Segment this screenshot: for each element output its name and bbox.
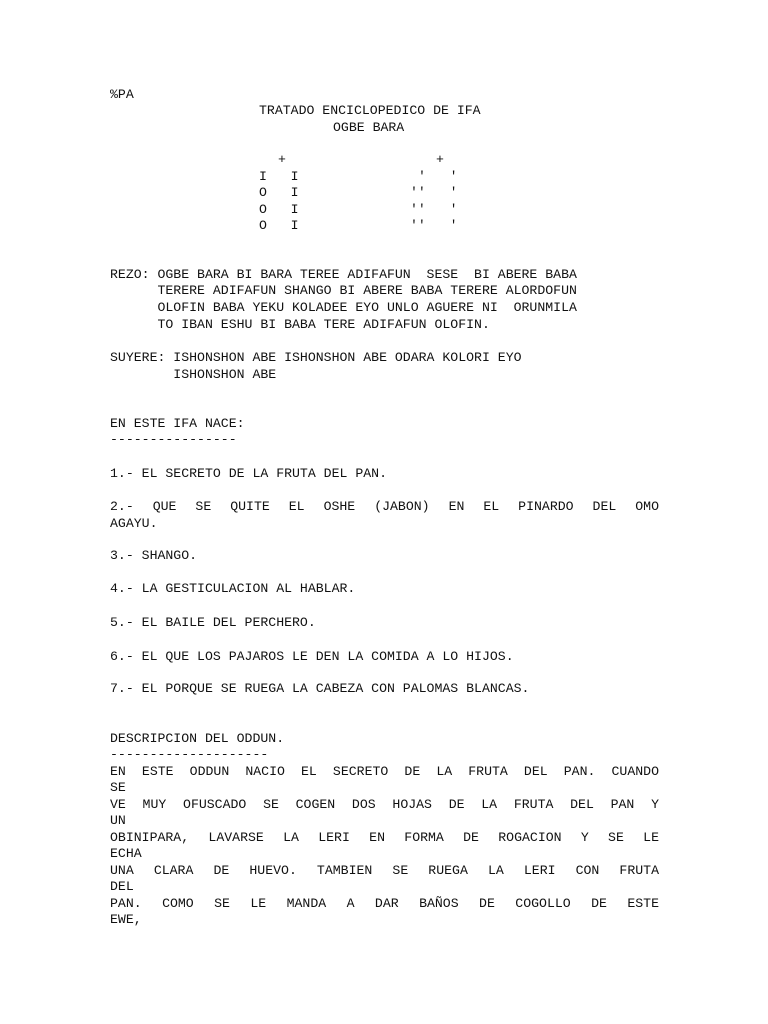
signature-plus-right: + (436, 152, 444, 167)
descripcion-underline: -------------------- (110, 747, 269, 762)
signature-row-right: ' ' (418, 169, 458, 184)
nace-underline: ---------------- (110, 432, 237, 447)
descripcion-line: PAN. COMO SE LE MANDA A DAR BAÑOS DE COGOLLO DE ESTE (110, 896, 659, 911)
nace-item: 7.- EL PORQUE SE RUEGA LA CABEZA CON PALOMAS BLANCAS. (110, 681, 530, 696)
descripcion-line: EWE, (110, 912, 142, 927)
document-title: TRATADO ENCICLOPEDICO DE IFA (259, 103, 481, 118)
signature-row-right: '' ' (410, 202, 458, 217)
descripcion-line: ECHA (110, 846, 142, 861)
nace-item: 3.- SHANGO. (110, 548, 198, 563)
descripcion-line: EN ESTE ODDUN NACIO EL SECRETO DE LA FRUTA DEL PAN. CUANDO (110, 764, 659, 779)
signature-row-left: O I (259, 218, 299, 233)
suyere-line: SUYERE: ISHONSHON ABE ISHONSHON ABE ODARA KOLORI EYO (110, 350, 522, 365)
nace-item: 4.- LA GESTICULACION AL HABLAR. (110, 581, 356, 596)
nace-item: 2.- QUE SE QUITE EL OSHE (JABON) EN EL PINARDO DEL OMO (110, 499, 659, 514)
rezo-line: REZO: OGBE BARA BI BARA TEREE ADIFAFUN SESE BI ABERE BABA (110, 267, 577, 282)
nace-item: 5.- EL BAILE DEL PERCHERO. (110, 615, 316, 630)
signature-row-left: I I (259, 169, 299, 184)
nace-heading: EN ESTE IFA NACE: (110, 416, 245, 431)
signature-row-right: '' ' (410, 185, 458, 200)
signature-row-left: O I (259, 202, 299, 217)
descripcion-line: VE MUY OFUSCADO SE COGEN DOS HOJAS DE LA FRUTA DEL PAN Y (110, 797, 659, 812)
descripcion-line: OBINIPARA, LAVARSE LA LERI EN FORMA DE ROGACION Y SE LE (110, 830, 659, 845)
descripcion-heading: DESCRIPCION DEL ODDUN. (110, 731, 285, 746)
rezo-line: OLOFIN BABA YEKU KOLADEE EYO UNLO AGUERE NI ORUNMILA (110, 300, 577, 315)
descripcion-line: SE (110, 780, 126, 795)
signature-plus-left: + (278, 152, 286, 167)
suyere-line: ISHONSHON ABE (110, 367, 277, 382)
descripcion-line: DEL (110, 879, 134, 894)
descripcion-line: UN (110, 813, 126, 828)
signature-row-left: O I (259, 185, 299, 200)
nace-item: 1.- EL SECRETO DE LA FRUTA DEL PAN. (110, 466, 387, 481)
signature-row-right: '' ' (410, 218, 458, 233)
document-subtitle: OGBE BARA (333, 120, 405, 135)
rezo-line: TO IBAN ESHU BI BABA TERE ADIFAFUN OLOFIN. (110, 317, 490, 332)
rezo-line: TERERE ADIFAFUN SHANGO BI ABERE BABA TERERE ALORDOFUN (110, 283, 577, 298)
nace-item-continued: AGAYU. (110, 516, 158, 531)
descripcion-line: UNA CLARA DE HUEVO. TAMBIEN SE RUEGA LA LERI CON FRUTA (110, 863, 659, 878)
nace-item: 6.- EL QUE LOS PAJAROS LE DEN LA COMIDA A LO HIJOS. (110, 649, 514, 664)
document-code: %PA (110, 87, 134, 102)
